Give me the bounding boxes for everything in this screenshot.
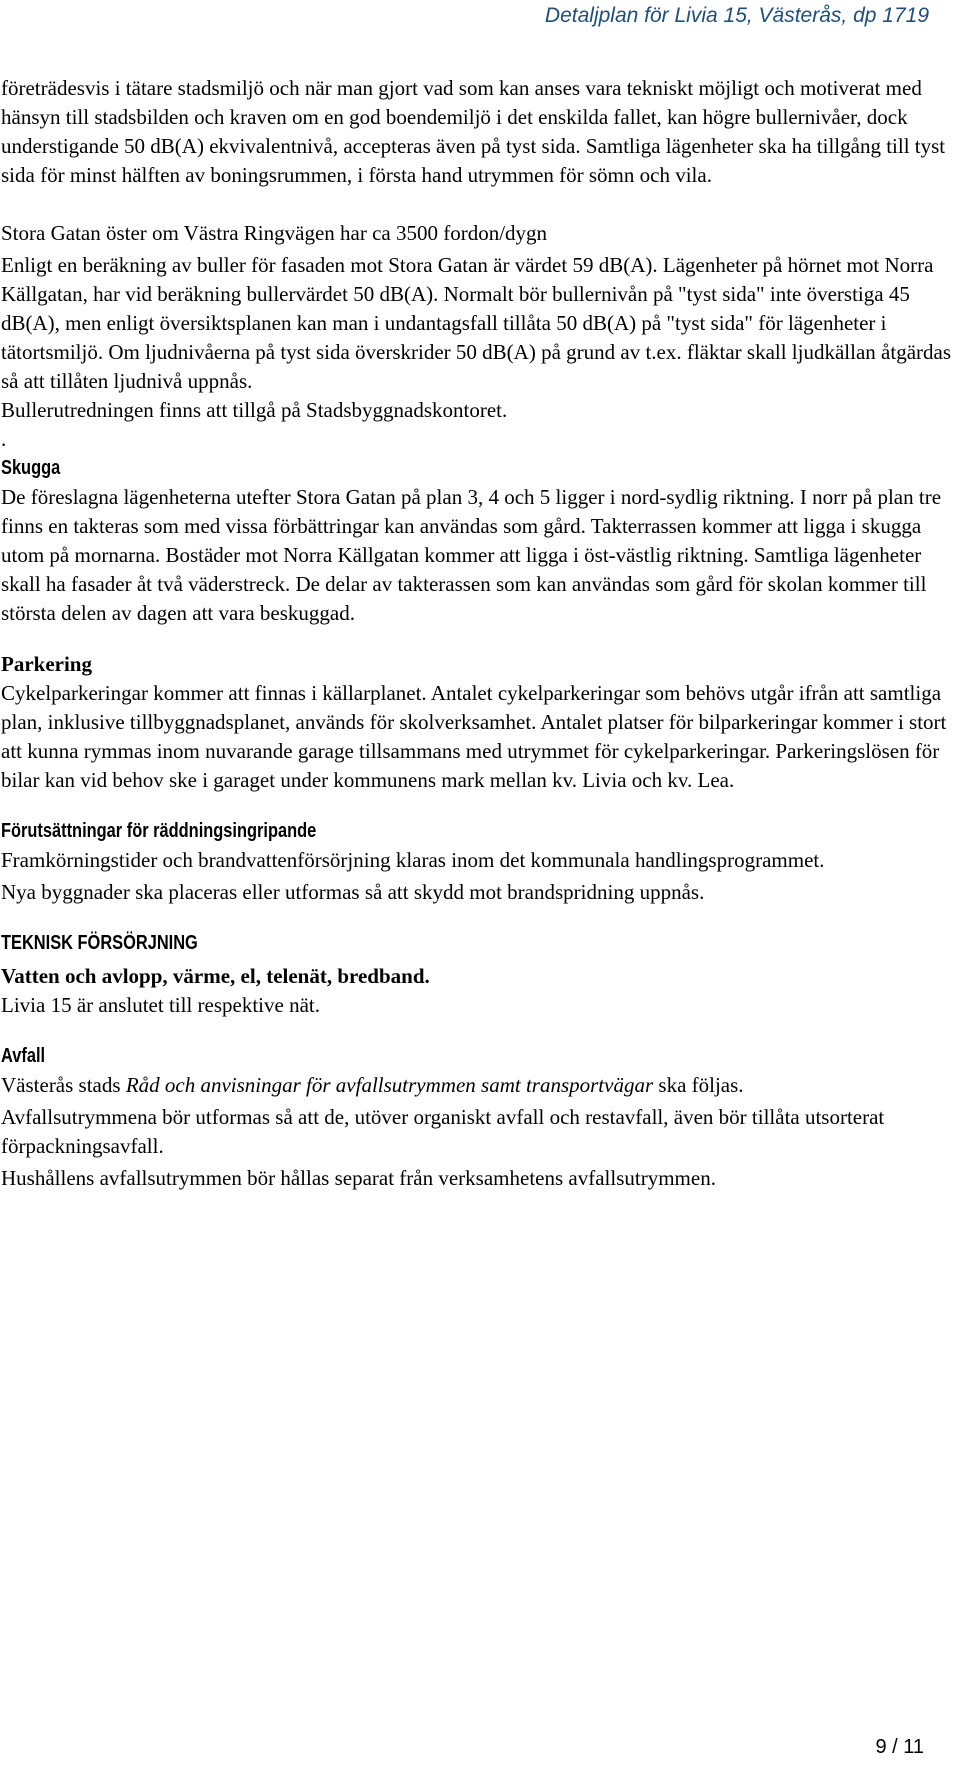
heading-avfall: Avfall [1,1045,46,1067]
document-body [1,74,956,1193]
avfall-text-italic: Råd och anvisningar för avfallsutrymmen samt transportvägar [125,1073,654,1097]
paragraph-raddning-1: Framkörningstider och brandvattenförsörjning klaras inom det kommunala handlingsprogrammet. [1,848,825,872]
section-parkering [1,650,956,795]
page-number: 9 / 11 [875,1736,924,1758]
heading-teknisk: TEKNISK FÖRSÖRJNING [1,932,198,954]
heading-parkering: Parkering [1,652,92,676]
paragraph-avfall-2: Avfallsutrymmena bör utformas så att de, utöver organiskt avfall och restavfall, även bör tillåta utsorterat förpackningsavfall. [1,1105,885,1158]
paragraph-avfall-1 [1,1071,956,1100]
paragraph-avfall-3: Hushållens avfallsutrymmen bör hållas separat från verksamhetens avfallsutrymmen. [1,1166,716,1190]
paragraph-buller-4: Bullerutredningen finns att tillgå på Stadsbyggnadskontoret. [1,398,508,422]
paragraph-buller-5: . [1,427,7,451]
heading-skugga: Skugga [1,457,61,479]
heading-raddning: Förutsättningar för räddningsingripande [1,820,317,842]
section-teknisk [1,929,956,1020]
paragraph-buller-1: företrädesvis i tätare stadsmiljö och när man gjort vad som kan anses vara tekniskt möjligt och motiverat med hänsyn till stadsbilden och kraven om en god boendemiljö i det enskilda fallet, kan högre bullernivåer, dock understigande 50 dB(A) ekvivalentnivå, accepteras även på tyst sida. Samtliga lägenheter ska ha tillgång till tyst sida för minst hälften av boningsrummen, i första hand utrymmen för sömn och vila. [1,76,946,187]
paragraph-parkering-1: Cykelparkeringar kommer att finnas i källarplanet. Antalet cykelparkeringar som behövs utgår ifrån att samtliga plan, inklusive tillbyggnadsplanet, används för skolverksamhet. Antalet platser för bilparkeringar kommer i stort att kunna rymmas inom nuvarande garage tillsammans med utrymmet för cykelparkeringar. Parkeringslösen för bilar kan vid behov ske i garaget under kommunens mark mellan kv. Livia och kv. Lea. [1,681,947,792]
section-skugga [1,454,956,628]
paragraph-raddning-2: Nya byggnader ska placeras eller utformas så att skydd mot brandspridning uppnås. [1,880,705,904]
avfall-text-pre: Västerås stads [1,1073,126,1097]
paragraph-buller-3: Enligt en beräkning av buller för fasaden mot Stora Gatan är värdet 59 dB(A). Lägenheter på hörnet mot Norra Källgatan, har vid beräkning bullervärdet 50 dB(A). Normalt bör bullernivån på "tyst sida" inte överstiga 45 dB(A), men enligt översiktsplanen kan man i undantagsfall tillåta 50 dB(A) på "tyst sida" för lägenheter i tätortsmiljö. Om ljudnivåerna på tyst sida överskrider 50 dB(A) på grund av t.ex. fläktar skall ljudkällan åtgärdas så att tillåten ljudnivå uppnås. [1,253,952,393]
subheading-teknisk: Vatten och avlopp, värme, el, telenät, bredband. [1,964,430,988]
section-avfall [1,1042,956,1193]
document-header: Detaljplan för Livia 15, Västerås, dp 1719 [544,4,929,27]
paragraph-buller-2: Stora Gatan öster om Västra Ringvägen har ca 3500 fordon/dygn [1,221,548,245]
avfall-text-post: ska följas. [653,1073,744,1097]
section-raddning [1,817,956,907]
paragraph-skugga-1: De föreslagna lägenheterna utefter Stora Gatan på plan 3, 4 och 5 ligger i nord-sydlig riktning. I norr på plan tre finns en takteras som med vissa förbättringar kan användas som gård. Takterrassen kommer att ligga i skugga utom på mornarna. Bostäder mot Norra Källgatan kommer att ligga i öst-västlig riktning. Samtliga lägenheter skall ha fasader åt två väderstreck. De delar av takterassen som kan användas som gård för skolan kommer till största delen av dagen att vara beskuggad. [1,485,942,625]
paragraph-teknisk-1: Livia 15 är anslutet till respektive nät. [1,993,320,1017]
